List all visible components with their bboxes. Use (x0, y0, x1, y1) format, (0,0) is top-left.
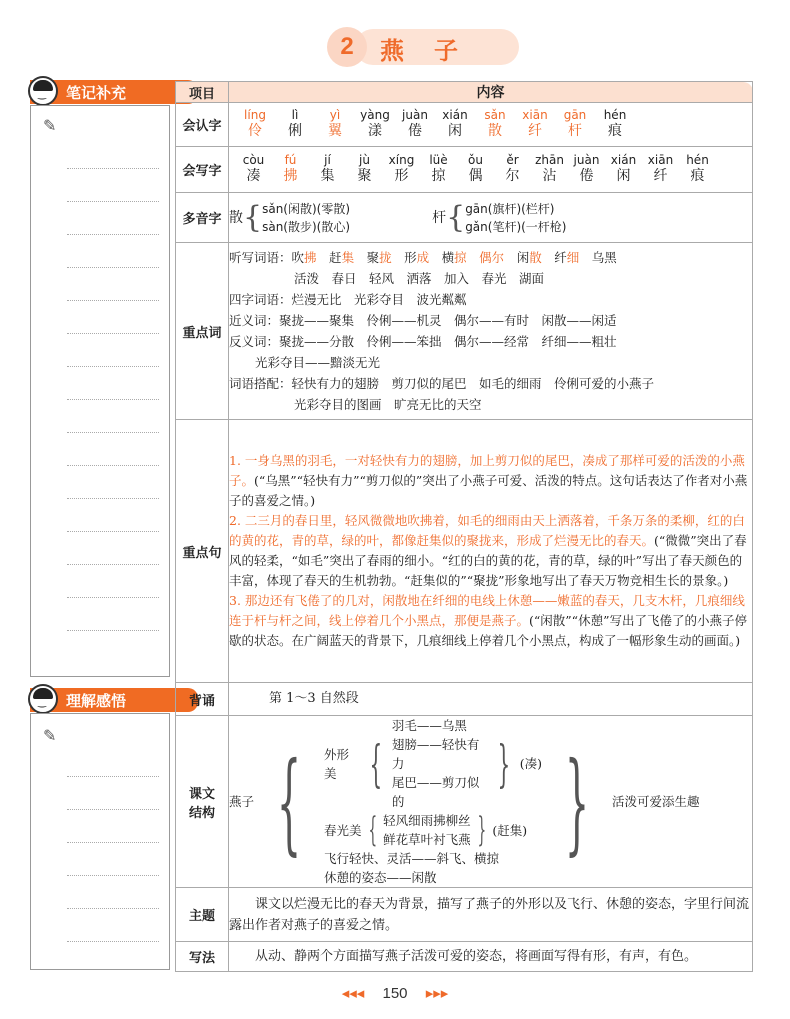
appearance-item: 羽毛——乌黑 (391, 718, 467, 733)
pinyin: ǒu (468, 152, 483, 167)
writing-text: 从动、静两个方面描写燕子活泼可爱的姿态，将画面写得有形，有声，有色。 (229, 942, 753, 972)
recognize-label: 会认字 (176, 103, 229, 147)
hanzi: 散 (488, 122, 502, 139)
group-appearance: 外形美 (324, 746, 350, 781)
page-title: 燕子 (380, 37, 488, 65)
recognize-char (597, 108, 633, 140)
spring-tag: (赶集) (492, 822, 528, 838)
prev-arrows-icon[interactable]: ◂◂◂ (341, 985, 365, 1002)
header-content: 内容 (229, 82, 753, 103)
dictation-word: 拢 (379, 250, 392, 265)
polyphone-label: 多音字 (176, 193, 229, 243)
pinyin: fú (284, 152, 297, 167)
hanzi: 形 (394, 167, 409, 184)
sentences-content (229, 420, 753, 683)
pinyin: yì (329, 107, 341, 122)
header-item: 项目 (176, 82, 229, 103)
structure-result: 活泼可爱添生趣 (612, 794, 700, 809)
hanzi: 翼 (328, 122, 342, 139)
pinyin: lüè (429, 152, 448, 167)
write-char (385, 153, 418, 185)
collocations-2: 光彩夺目的图画 旷亮无比的天空 (294, 397, 482, 412)
sentences-label: 重点句 (176, 420, 229, 683)
hanzi: 聚 (357, 167, 372, 184)
pinyin: hén (686, 152, 709, 167)
hanzi: 倦 (579, 167, 594, 184)
pinyin: hén (603, 107, 627, 122)
brace: } (564, 737, 590, 866)
sentence-1: 1. 一身乌黑的羽毛，一对轻快有力的翅膀，加上剪刀似的尾巴，凑成了那样可爱的活泼的小燕子。(“乌黑”“轻快有力”“剪刀似的”突出了小燕子可爱、活泼的特点。这句话表达了作者对小燕子的喜爱之情。) (229, 453, 748, 508)
recognize-char (277, 108, 313, 140)
antonyms: 反义词：聚拢——分散 伶俐——笨拙 偶尔——经常 纤细——粗壮 (229, 334, 617, 349)
recite-text: 第 1～3 自然段 (229, 683, 753, 716)
lesson-number: 2 (327, 27, 367, 67)
pinyin: líng (244, 107, 266, 122)
hanzi: 尔 (505, 167, 520, 184)
poly-b2: gǎn(笔杆)(一杆枪) (465, 219, 567, 234)
brace: { (446, 199, 466, 235)
antonyms-2: 光彩夺目——黯淡无光 (255, 355, 381, 370)
page-footer (300, 984, 490, 1002)
write-char (496, 153, 529, 185)
recognize-char (437, 108, 473, 140)
hanzi: 杆 (568, 122, 582, 139)
recognize-char (237, 108, 273, 140)
avatar-icon (28, 76, 58, 106)
page-number: 150 (382, 985, 408, 1002)
dictation-words-2: 活泼 春日 轻风 洒落 加入 春光 湖面 (294, 271, 545, 286)
structure-label: 课文 结构 (176, 716, 229, 888)
spring-item: 轻风细雨拂柳丝 (383, 813, 471, 828)
dictation-words: 听写词语：吹拂 赶集 聚拢 形成 横掠 偶尔 闲散 纤细 乌黑 (229, 250, 617, 265)
pinyin: xiān (647, 152, 674, 167)
dictation-word: 散 (529, 250, 542, 265)
dictation-word: 细 (566, 250, 580, 265)
poly-a2: sàn(散步)(散心) (262, 219, 351, 234)
structure-content: 燕子 { 外形美 { 羽毛——乌黑 翅膀——轻快有力 尾巴——剪刀似的 } (凑) 春光美 { 轻风细雨拂柳丝 鲜花草叶衬飞燕 } (赶集) 飞行轻快、灵活——斜飞、横掠 休憩的姿态——闲散 } 活泼可爱添生趣 (229, 716, 753, 888)
synonyms: 近义词：聚拢——聚集 伶俐——机灵 偶尔——有时 闲散——闲适 (229, 313, 617, 328)
recite-label: 背诵 (176, 683, 229, 716)
collocations: 词语搭配：轻快有力的翅膀 剪刀似的尾巴 如毛的细雨 伶俐可爱的小燕子 (229, 376, 655, 391)
pinyin: xíng (388, 152, 415, 167)
recognize-char (477, 108, 513, 140)
pinyin: xián (442, 107, 468, 122)
poly-a1: sǎn(闲散)(零散) (262, 201, 351, 216)
brace: { (243, 199, 263, 235)
poly-b1: gān(旗杆)(栏杆) (465, 201, 555, 216)
pinyin: juàn (402, 107, 428, 122)
spring-item: 鲜花草叶衬飞燕 (383, 832, 471, 847)
hanzi: 闲 (448, 122, 462, 139)
write-char (644, 153, 677, 185)
pinyin: juàn (573, 152, 600, 167)
hanzi: 伶 (248, 122, 262, 139)
hanzi: 漾 (368, 122, 382, 139)
hanzi: 纤 (528, 122, 542, 139)
write-char (533, 153, 566, 185)
dictation-word: 赶 (316, 250, 342, 265)
pencil-icon: ✎ (43, 116, 57, 135)
dictation-word: 集 (341, 250, 355, 265)
write-chars (229, 147, 753, 193)
dictation-word: 形 (391, 250, 417, 265)
brace: { (276, 737, 302, 866)
pencil-icon: ✎ (43, 726, 57, 745)
hanzi: 痕 (690, 167, 705, 184)
dictation-word: 拂 (304, 250, 317, 265)
flight-line: 飞行轻快、灵活——斜飞、横掠 (324, 851, 500, 866)
pinyin: yàng (360, 107, 390, 122)
pinyin: xián (610, 152, 637, 167)
hanzi: 沾 (542, 167, 557, 184)
sentence-3: 3. 那边还有飞倦了的几对，闲散地在纤细的电线上休憩——嫩蓝的春天，几支木杆，几痕细线连于杆与杆之间，线上停着几个小黑点，那便是燕子。(“闲散”“休憩”写出了飞倦了的小燕子停歇的状态。在广阔蓝天的背景下，几痕细线上停着几个小黑点，构成了一幅形象生动的画面。) (229, 593, 747, 648)
keywords-label: 重点词 (176, 243, 229, 420)
dictation-word: 偶尔 (466, 250, 505, 265)
structure-root: 燕子 (229, 794, 255, 809)
pinyin: còu (242, 152, 265, 167)
notes-title: 笔记补充 (66, 83, 127, 102)
hanzi: 集 (320, 167, 335, 184)
write-char (274, 153, 307, 185)
recognize-char (357, 108, 393, 140)
dictation-word: 吹 (291, 250, 305, 265)
understanding-title: 理解感悟 (66, 691, 127, 710)
group-spring: 春光美 (324, 822, 362, 838)
write-char (237, 153, 270, 185)
write-char (311, 153, 344, 185)
hanzi: 痕 (608, 122, 622, 139)
keywords-content (229, 243, 753, 420)
hanzi: 凑 (246, 167, 261, 184)
dictation-word: 纤 (541, 250, 567, 265)
recognize-char (317, 108, 353, 140)
dictation-word: 掠 (454, 250, 467, 265)
dictation-word: 乌黑 (579, 250, 617, 265)
hanzi: 倦 (408, 122, 422, 139)
notes-box[interactable] (30, 105, 170, 677)
understanding-box[interactable] (30, 713, 170, 970)
write-char (459, 153, 492, 185)
appearance-item: 尾巴——剪刀似的 (391, 775, 480, 809)
hanzi: 闲 (616, 167, 631, 184)
theme-label: 主题 (176, 888, 229, 942)
pinyin: lì (291, 107, 299, 122)
poly-char-b: 杆 (432, 209, 447, 226)
pinyin: xiān (522, 107, 548, 122)
dictation-word: 聚 (354, 250, 380, 265)
hanzi: 俐 (288, 122, 302, 139)
dictation-word: 成 (416, 250, 430, 265)
hanzi: 掠 (431, 167, 446, 184)
write-char (607, 153, 640, 185)
write-label: 会写字 (176, 147, 229, 193)
hanzi: 拂 (283, 167, 298, 184)
rest-line: 休憩的姿态——闲散 (324, 870, 437, 885)
poly-char-a: 散 (229, 209, 243, 226)
hanzi: 偶 (468, 167, 483, 184)
lesson-table (175, 81, 753, 972)
pinyin: gān (563, 107, 587, 122)
write-char (348, 153, 381, 185)
theme-text: 课文以烂漫无比的春天为背景，描写了燕子的外形以及飞行、休憩的姿态，字里行间流露出作者对燕子的喜爱之情。 (229, 888, 753, 942)
avatar-icon (28, 684, 58, 714)
recognize-chars (229, 103, 753, 147)
pinyin: sǎn (484, 107, 506, 122)
write-char (422, 153, 455, 185)
pinyin: ěr (506, 152, 519, 167)
dictation-word: 横 (429, 250, 455, 265)
recognize-char (517, 108, 553, 140)
sentence-2: 2. 二三月的春日里，轻风微微地吹拂着，如毛的细雨由天上洒落着，千条万条的柔柳，红的白的黄的花，青的草，绿的叶，都像赶集似的聚拢来，形成了烂漫无比的春天。(“微微”突出了春风的轻柔，“如毛”突出了春雨的细小。“红的白的黄的花，青的草，绿的叶”写出了春天颜色的丰富，体现了春天的生机勃勃。“赶集似的”“聚拢”形象地写出了春天万物竞相生长的景象。) (229, 513, 747, 588)
recognize-char (557, 108, 593, 140)
dictation-word: 闲 (504, 250, 530, 265)
write-char (681, 153, 714, 185)
pinyin: jí (324, 152, 331, 167)
appearance-tag: (凑) (519, 756, 543, 771)
recognize-char (397, 108, 433, 140)
pinyin: jù (359, 152, 370, 167)
hanzi: 纤 (653, 167, 668, 184)
write-char (570, 153, 603, 185)
pinyin: zhān (535, 152, 564, 167)
four-char-words: 四字词语：烂漫无比 光彩夺目 波光粼粼 (229, 292, 467, 307)
next-arrows-icon[interactable]: ▸▸▸ (425, 985, 449, 1002)
polyphone-content (229, 193, 753, 243)
appearance-item: 翅膀——轻快有力 (391, 737, 480, 771)
writing-label: 写法 (176, 942, 229, 972)
